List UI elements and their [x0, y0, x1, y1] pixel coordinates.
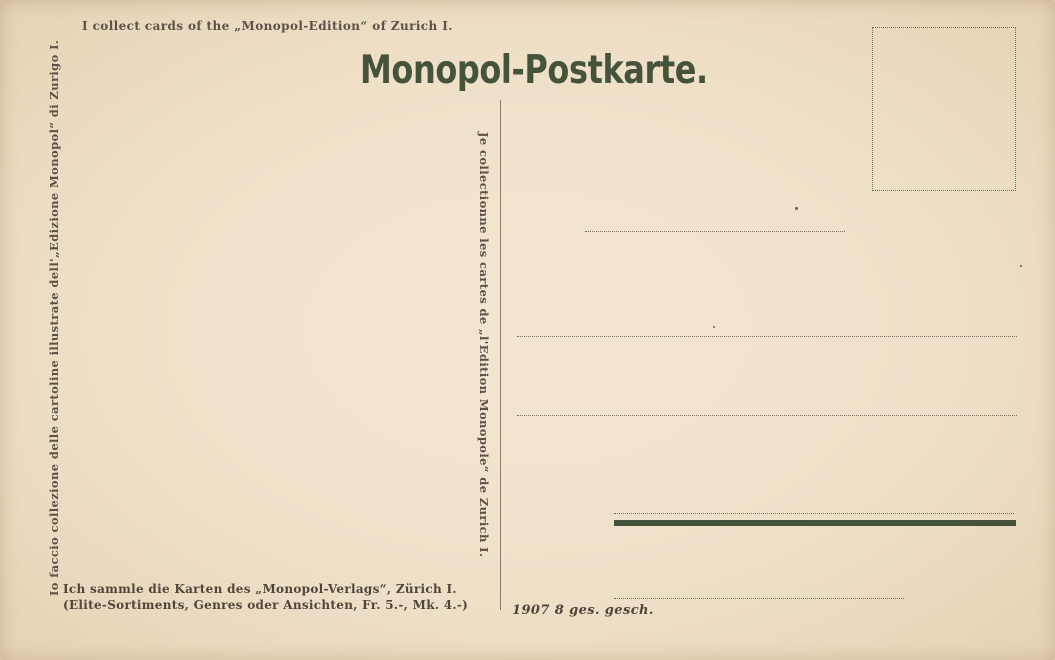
address-line-4: [614, 513, 1014, 514]
paper-speck: [795, 207, 798, 210]
english-collect-text: I collect cards of the „Monopol-Edition“ of Zurich I.: [82, 19, 453, 33]
address-line-3: [517, 415, 1017, 416]
stamp-box: [872, 27, 1016, 191]
address-line-2: [517, 336, 1017, 337]
address-line-1: [585, 231, 845, 232]
card-title: Monopol-Postkarte.: [360, 48, 708, 93]
paper-speck: [1020, 265, 1022, 267]
print-mark: 1907 8 ges. gesch.: [512, 603, 654, 618]
italian-collect-text: Io faccio collezione delle cartoline illustrate dell'„Edizione Monopol“ di Zurigo I.: [47, 39, 61, 596]
german-collect-text: [63, 581, 468, 613]
french-collect-text: Je collectionne les cartes de „l'Edition Monopole“ de Zurich I.: [477, 132, 491, 558]
address-underline: [614, 520, 1016, 526]
german-line-1: Ich sammle die Karten des „Monopol-Verlags“, Zürich I.: [63, 582, 457, 596]
address-line-5: [614, 598, 904, 599]
german-line-2: (Elite-Sortiments, Genres oder Ansichten, Fr. 5.-, Mk. 4.-): [63, 598, 469, 612]
paper-speck: [713, 326, 715, 328]
center-divider: [500, 100, 501, 610]
